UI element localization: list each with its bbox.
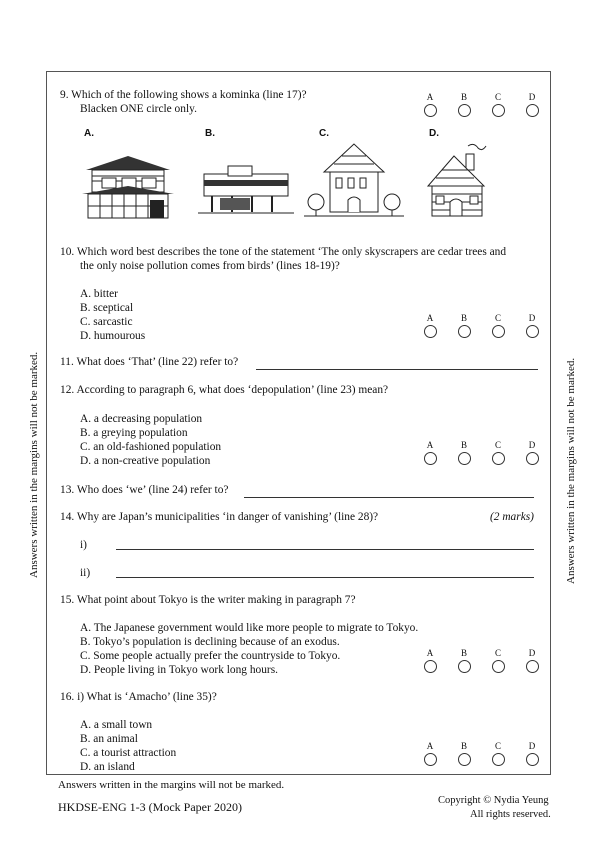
- q10-answer-bubbles: [420, 313, 542, 338]
- q12-option-b: B. a greying population: [80, 427, 188, 439]
- copyright-text: Copyright © Nydia Yeung: [438, 795, 549, 806]
- q14-sub-i: i): [80, 539, 87, 551]
- q14-marks: (2 marks): [490, 511, 534, 523]
- q9-choice-a[interactable]: A: [420, 92, 440, 117]
- round-house-image: [304, 140, 404, 220]
- q15-choice-d[interactable]: D: [522, 648, 542, 673]
- q15-option-d: D. People living in Tokyo work long hours.: [80, 664, 279, 676]
- q10-choice-c[interactable]: C: [488, 313, 508, 338]
- modern-villa-image: [198, 158, 298, 218]
- q14-text: 14. Why are Japan’s municipalities ‘in danger of vanishing’ (line 28)?: [60, 511, 379, 523]
- q10-text-cont: the only noise pollution comes from birds’ (lines 18-19)?: [80, 260, 340, 272]
- q12-choice-c[interactable]: C: [488, 440, 508, 465]
- q10-choice-b[interactable]: B: [454, 313, 474, 338]
- rights-text: All rights reserved.: [470, 809, 551, 820]
- q12-text: 12. According to paragraph 6, what does ‘depopulation’ (line 23) mean?: [60, 384, 389, 396]
- q16-answer-bubbles: [420, 741, 542, 766]
- right-margin-note: Answers written in the margins will not be marked.: [565, 357, 577, 584]
- q10-choice-a[interactable]: A: [420, 313, 440, 338]
- q10-option-b: B. sceptical: [80, 302, 134, 314]
- q12-answer-bubbles: [420, 440, 542, 465]
- q10-option-d: D. humourous: [80, 330, 146, 342]
- q15-option-b: B. Tokyo’s population is declining because of an exodus.: [80, 636, 340, 648]
- left-margin-note: Answers written in the margins will not be marked.: [28, 351, 40, 578]
- q16-text: 16. i) What is ‘Amacho’ (line 35)?: [60, 691, 217, 703]
- q12-option-c: C. an old-fashioned population: [80, 441, 222, 453]
- q12-choice-a[interactable]: A: [420, 440, 440, 465]
- q9-choice-d[interactable]: D: [522, 92, 542, 117]
- pic-label-b: B.: [205, 128, 215, 139]
- q16-choice-d[interactable]: D: [522, 741, 542, 766]
- q10-choice-d[interactable]: D: [522, 313, 542, 338]
- paper-code: HKDSE-ENG 1-3 (Mock Paper 2020): [58, 800, 242, 814]
- q13-answer-line[interactable]: [244, 497, 534, 498]
- kominka-house-image: [78, 150, 178, 222]
- q15-text: 15. What point about Tokyo is the writer making in paragraph 7?: [60, 594, 356, 606]
- q9-text: 9. Which of the following shows a kominka (line 17)?: [60, 89, 307, 101]
- q9-choice-c[interactable]: C: [488, 92, 508, 117]
- q10-option-a: A. bitter: [80, 288, 118, 300]
- q14-sub-ii: ii): [80, 567, 91, 579]
- bottom-margin-note: Answers written in the margins will not be marked.: [58, 779, 285, 791]
- q15-answer-bubbles: [420, 648, 542, 673]
- q16-option-d: D. an island: [80, 761, 135, 773]
- q15-choice-a[interactable]: A: [420, 648, 440, 673]
- q9-instruction: Blacken ONE circle only.: [80, 103, 197, 115]
- q15-choice-c[interactable]: C: [488, 648, 508, 673]
- q10-option-c: C. sarcastic: [80, 316, 133, 328]
- q16-option-c: C. a tourist attraction: [80, 747, 177, 759]
- pic-label-d: D.: [429, 128, 439, 139]
- q12-choice-d[interactable]: D: [522, 440, 542, 465]
- q11-answer-line[interactable]: [256, 369, 538, 370]
- cabin-house-image: [424, 140, 494, 222]
- q12-choice-b[interactable]: B: [454, 440, 474, 465]
- q9-answer-bubbles: [420, 92, 542, 117]
- q15-choice-b[interactable]: B: [454, 648, 474, 673]
- q15-option-c: C. Some people actually prefer the countryside to Tokyo.: [80, 650, 341, 662]
- q12-option-d: D. a non-creative population: [80, 455, 211, 467]
- q16-option-a: A. a small town: [80, 719, 153, 731]
- q14-answer-line-ii[interactable]: [116, 577, 534, 578]
- q16-choice-b[interactable]: B: [454, 741, 474, 766]
- q15-option-a: A. The Japanese government would like more people to migrate to Tokyo.: [80, 622, 419, 634]
- q12-option-a: A. a decreasing population: [80, 413, 203, 425]
- q9-choice-b[interactable]: B: [454, 92, 474, 117]
- q16-choice-a[interactable]: A: [420, 741, 440, 766]
- pic-label-a: A.: [84, 128, 94, 139]
- q14-answer-line-i[interactable]: [116, 549, 534, 550]
- q11-text: 11. What does ‘That’ (line 22) refer to?: [60, 356, 239, 368]
- q13-text: 13. Who does ‘we’ (line 24) refer to?: [60, 484, 229, 496]
- pic-label-c: C.: [319, 128, 329, 139]
- q16-choice-c[interactable]: C: [488, 741, 508, 766]
- q10-text: 10. Which word best describes the tone of the statement ‘The only skyscrapers are cedar trees and: [60, 246, 507, 258]
- q16-option-b: B. an animal: [80, 733, 138, 745]
